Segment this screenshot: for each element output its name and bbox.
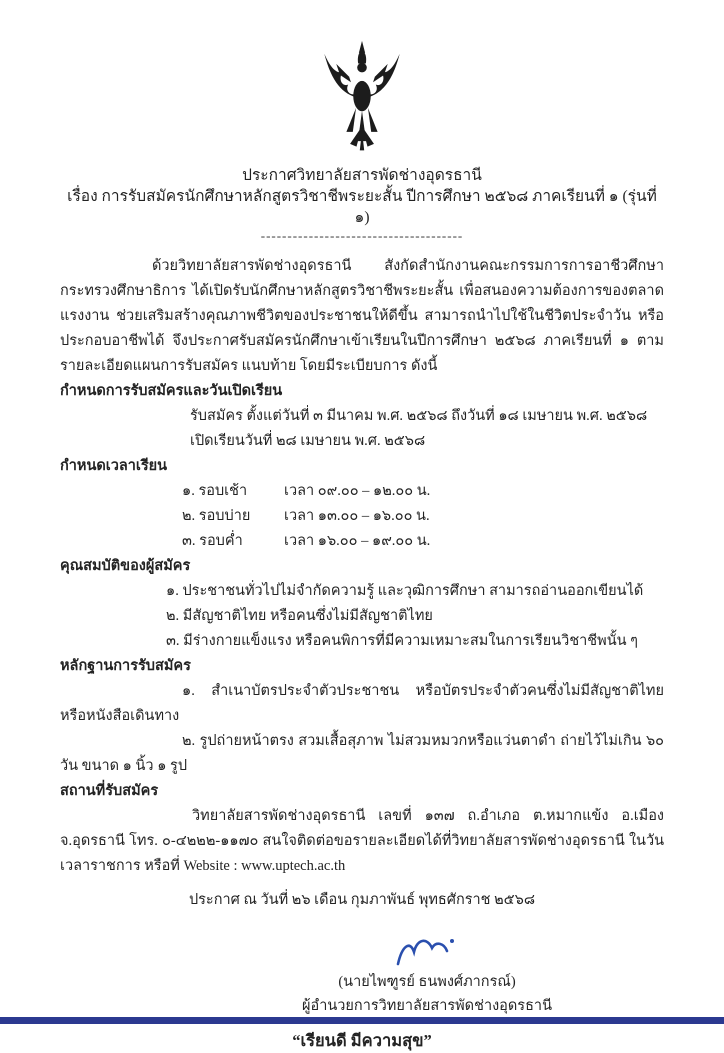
admission-dates-line: รับสมัคร ตั้งแต่วันที่ ๓ มีนาคม พ.ศ. ๒๕๖๘ ถึงวันที่ ๑๘ เมษายน พ.ศ. ๒๕๖๘ [190, 408, 648, 424]
schedule-round-label: ๒. รอบบ่าย [182, 508, 251, 524]
divider-dashes: -------------------------------------- [260, 228, 464, 243]
class-start-line: เปิดเรียนวันที่ ๒๘ เมษายน พ.ศ. ๒๕๖๘ [190, 433, 426, 449]
evidence-item: ๒. รูปถ่ายหน้าตรง สวมเสื้อสุภาพ ไม่สวมหมวกหรือแว่นตาดำ ถ่ายไว้ไม่เกิน ๖๐ วัน ขนาด ๑ นิ้ว ๑ รูป [60, 733, 664, 774]
location-paragraph: วิทยาลัยสารพัดช่างอุดรธานี เลขที่ ๑๓๗ ถ.อำเภอ ต.หมากแข้ง อ.เมือง จ.อุดรธานี โทร. ๐-๔๒๒๒-๑๑๗๐ สนใจติดต่อขอรายละเอียดได้ที่วิทยาลัยสารพัดช่างอุดรธานี ในวันเวลาราชการ หรือที่ Website : www.uptech.ac.th [60, 808, 664, 874]
schedule-round-time: เวลา ๐๙.๐๐ – ๑๒.๐๐ น. [284, 483, 431, 499]
schedule-row-afternoon [182, 504, 664, 529]
schedule-round-label: ๑. รอบเช้า [182, 483, 248, 499]
section-heading-location: สถานที่รับสมัคร [60, 783, 159, 799]
evidence-item: ๑. สำเนาบัตรประจำตัวประชาชน หรือบัตรประจำตัวคนซึ่งไม่มีสัญชาติไทย หรือหนังสือเดินทาง [60, 683, 664, 724]
announcement-subject: เรื่อง การรับสมัครนักศึกษาหลักสูตรวิชาชีพระยะสั้น ปีการศึกษา ๒๕๖๘ ภาคเรียนที่ ๑ (รุ่นที่ ๑) [67, 188, 657, 226]
section-heading-evidence: หลักฐานการรับสมัคร [60, 658, 191, 674]
signature-block [262, 928, 592, 1018]
qualification-item: ๓. มีร่างกายแข็งแรง หรือคนพิการที่มีความเหมาะสมในการเรียนวิชาชีพนั้น ๆ [166, 633, 638, 649]
motto-text: “เรียนดี มีความสุข” [292, 1030, 432, 1050]
announcement-title: ประกาศวิทยาลัยสารพัดช่างอุดรธานี [242, 167, 482, 184]
announcement-date-line: ประกาศ ณ วันที่ ๒๖ เดือน กุมภาพันธ์ พุทธศักราช ๒๕๖๘ [188, 892, 536, 908]
signer-name: (นายไพฑูรย์ ธนพงศ์ภากรณ์) [338, 973, 516, 990]
schedule-round-label: ๓. รอบค่ำ [182, 533, 243, 549]
bottom-blue-bar [0, 1017, 724, 1024]
schedule-row-evening [182, 529, 664, 554]
schedule-round-time: เวลา ๑๓.๐๐ – ๑๖.๐๐ น. [284, 508, 430, 524]
section-heading-class-times: กำหนดเวลาเรียน [60, 458, 168, 474]
intro-paragraph: ด้วยวิทยาลัยสารพัดช่างอุดรธานี สังกัดสำนักงานคณะกรรมการการอาชีวศึกษา กระทรวงศึกษาธิการ ได้เปิดรับนักศึกษาหลักสูตรวิชาชีพระยะสั้น เพื่อสนองความต้องการของตลาดแรงงาน ช่วยเสริมสร้างคุณภาพชีวิตของประชาชนให้ดีขึ้น สามารถนำไปใช้ในชีวิตประจำวัน หรือประกอบอาชีพได้ จึงประกาศรับสมัครนักศึกษาเข้าเรียนในปีการศึกษา ๒๕๖๘ ภาคเรียนที่ ๑ ตามรายละเอียดแผนการรับสมัคร แนบท้าย โดยมีระเบียบการ ดังนี้ [60, 258, 664, 374]
qualification-item: ๒. มีสัญชาติไทย หรือคนซึ่งไม่มีสัญชาติไทย [166, 608, 433, 624]
qualification-item: ๑. ประชาชนทั่วไปไม่จำกัดความรู้ และวุฒิการศึกษา สามารถอ่านออกเขียนได้ [166, 583, 644, 599]
emblem-container [60, 40, 664, 163]
section-heading-qualifications: คุณสมบัติของผู้สมัคร [60, 558, 191, 574]
signer-title: ผู้อำนวยการวิทยาลัยสารพัดช่างอุดรธานี [302, 997, 552, 1014]
schedule-round-time: เวลา ๑๖.๐๐ – ๑๙.๐๐ น. [284, 533, 431, 549]
section-heading-admission-period: กำหนดการรับสมัครและวันเปิดเรียน [60, 383, 283, 399]
schedule-row-morning [182, 479, 664, 504]
director-signature-icon [262, 928, 592, 970]
garuda-emblem-icon [316, 40, 408, 154]
